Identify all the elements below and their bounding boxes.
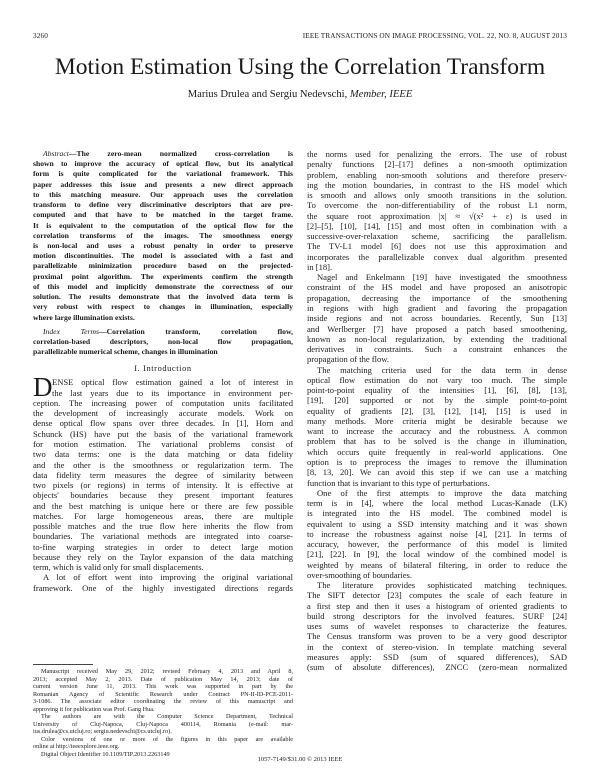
body-line: the square root approximation |x| ≈ √(x² + ε) is used in [307,210,567,221]
body-line: [21], [22]. In [9], the local window of the combined model is [307,549,567,560]
body-line: measures apply: SSD (sum of squared differences), SAD [307,652,567,663]
intro-line: for motion estimation. The variational problems consist of [33,438,293,449]
abstract-line: is non-local and uses a robust penalty in order to preserve [33,240,293,250]
body-line: The matching criteria used for the data term in dense [317,364,567,375]
footnote-line: University of Cluj-Napoca, Cluj-Napoca 400114, Romania (e-mail: mar- [33,720,293,728]
footnote-line: Manuscript received May 29, 2012; revised February 4, 2013 and April 8, [41,668,293,675]
body-line: propagation, decreasing the importance of the smoothening [307,292,567,303]
intro-line: two pixels (or regions) in terms of intensity. It is effective at [33,480,293,491]
body-line: uses sums of wavelet responses to characterize the features. [307,621,567,632]
abstract-line: Abstract—The zero-mean normalized cross-correlation is [43,149,293,158]
body-line: constraint of the HS model and have proposed an anisotropic [307,282,567,293]
abstract-line: parallelizable minimization procedure based on the projected- [33,261,293,271]
abstract [33,149,293,357]
intro-line: ception. The increasing power of computation units facilitated [33,397,293,408]
right-column [307,149,567,673]
body-line: problem that has to be solved is the change in illumination, [307,436,567,447]
body-line: successive-over-relaxation scheme, sacrificing the parallelism. [307,231,567,242]
intro-text [33,372,293,593]
body-line: equivalent to using a SSD intensity matching and it was shown [307,518,567,529]
intro-line: matches. For large homogeneous areas, there are multiple [33,510,293,521]
intro-line: dense optical flow spans over three decades. In [1], Horn and [33,418,293,429]
body-line: incorporates the parallelizable convex dual algorithm presented [307,251,567,262]
abstract-line: form is quite complicated for the variational framework. This [33,169,293,179]
body-line: equality of gradients [2], [3], [12], [14], [15] is used in [307,405,567,416]
intro-line: because they rely on the Taylor expansion of the data matching [33,551,293,562]
copyright-notice: 1057-7149/$31.00 © 2013 IEEE [257,756,343,763]
intro-line: boundaries. The variational methods are integrated into coarse- [33,531,293,542]
paper-title: Motion Estimation Using the Correlation Transform [54,54,546,80]
page-number: 3260 [33,31,48,40]
footnote-line: online at http://ieeexplore.ieee.org. [33,743,120,751]
author-names: Marius Drulea and Sergiu Nedevschi, [187,89,348,100]
body-line: To overcome the non-differentiability of the robust L1 norm, [307,200,567,211]
body-line: is smooth and allows only smooth transitions in the solution. [307,190,567,201]
journal-header: IEEE TRANSACTIONS ON IMAGE PROCESSING, VOL. 22, NO. 8, AUGUST 2013 [302,31,567,40]
footnote-line: 2013; accepted May 2, 2013. Date of publication May 14, 2013; date of [33,675,293,683]
footnote-line: The authors are with the Computer Science Department, Technical [41,713,293,721]
body-line: to increase the robustness against noise [4], [21]. In terms of [307,528,567,539]
abstract-line: to this matching measure. Our approach uses the correlation [33,189,293,199]
body-line: build strong descriptors for the involved features. SURF [24] [307,610,567,621]
body-line: and Werlberger [7] have proposed a patch based smoothening, [307,323,567,334]
abstract-label: Abstract [43,149,69,158]
body-line: (sum of absolute differences), ZNCC (zero-mean normalized [307,662,567,673]
body-line: [8, 13, 20]. We can avoid this step if we can use a matching [307,467,567,478]
footnote-line: Digital Object Identifier 10.1109/TIP.2013.2263149 [41,751,170,759]
body-line: ing the motion boundaries, in contrast to the HS model which [307,179,567,190]
abstract-line: motion discontinuities. The model is associated with a fast and [33,251,293,261]
intro-line: A lot of effort went into improving the original variational [43,572,293,583]
intro-line: framework. One of the highly investigated directions regards [33,582,293,593]
body-line: in [18]. [307,261,333,272]
abstract-line: solution. The results demonstrate that the involved data term is [33,292,293,302]
intro-line: and the other is the smoothness or regularization term. The [33,459,293,470]
intro-line: possible matches and the true flow here inherits the flow from [33,521,293,532]
body-line: problem, enabling non-smooth solutions and therefore preserv- [307,169,567,180]
drop-cap: D [33,372,53,403]
abstract-line: where large illumination exists. [33,312,135,322]
index-terms-line: correlation-based descriptors, non-local flow propagation, [33,336,293,346]
author-membership: Member, IEEE [349,89,413,100]
body-line: many methods. More criteria might be desirable because we [307,415,567,426]
abstract-line: computed and that have to be matched in the target frame. [33,210,293,220]
body-line: penalty functions [2]–[17] defines a non-smooth optimization [307,159,567,170]
intro-line: two data terms: one is the data matching or data fidelity [33,449,293,460]
footnote-line: 3-1086. The associate editor coordinating the review of this manuscript and [33,698,293,706]
intro-line: objects' boundaries because they present important features [33,490,293,501]
body-line: over-smoothing of boundaries. [307,569,412,580]
body-line: a first step and then it uses a histogram of oriented gradients to [307,600,567,611]
abstract-line: correlation transforms of the images. The smoothness energy [33,230,293,240]
body-line: optical flow estimation do not vary too much. The simple [307,374,567,385]
body-line: which occurs quite frequently in real-world applications. One [307,446,567,457]
body-line: known as non-local regularization, by extending the traditional [307,333,567,344]
body-line: The Census transform was proven to be a very good descriptor [307,631,567,642]
intro-line: data fidelity term measures the degree of similarity between [33,469,293,480]
footnote-line: Romanian Agency of Scientific Research under Contract PN-II-ID-PCE-2011- [33,690,293,698]
footnote-line: ius.drulea@cs.utcluj.ro; sergiu.nedevschi@cs.utcluj.ro). [33,728,172,736]
body-line: propagation of the flow. [307,354,390,365]
body-line: the norms used for penalizing the errors. The use of robust [307,149,567,159]
abstract-line: transform to define very discriminative descriptors that are pre- [33,200,293,210]
body-line: derivatives in constraints. Such a constraint enhances the [307,344,567,355]
body-line: One of the first attempts to improve the data matching [317,487,567,498]
body-line: weighted by means of bilateral filtering, in order to reduce the [307,559,567,570]
intro-line: and the best matching is unique here or there are few possible [33,500,293,511]
footnote-line: Color versions of one or more of the figures in this paper are available [41,735,293,743]
body-line: [2]–[5], [10], [14], [15] and most often in combination with a [307,220,567,231]
body-line: in the context of stereo-vision. In template matching several [307,641,567,652]
author-line [0,89,600,100]
abstract-line: paper addresses this issue and presents a new direct approach [33,179,293,189]
body-line: function that is invariant to this type of perturbations. [307,477,490,488]
body-line: point-to-point equality of the intensities [1], [6], [8], [13], [307,385,567,396]
left-column [33,149,293,593]
abstract-line: It is equivalent to the computation of the optical flow for the [33,220,293,230]
index-terms-line: Index Terms—Correlation transform, correlation flow, [43,326,293,336]
body-line: The TV-L1 model [6] does not use this approximation and [307,241,567,252]
body-line: The SIFT detector [23] computes the scale of each feature in [307,590,567,601]
intro-line: term, which is valid only for small displacements. [33,562,204,573]
abstract-line: very robust with respect to changes in illumination, especially [33,302,293,312]
abstract-line: shown to improve the accuracy of optical flow, but its analytical [33,159,293,169]
abstract-line: proximal point algorithm. The experiments confirm the strength [33,271,293,281]
index-terms-line: parallelizable numerical scheme, changes in illumination [33,347,218,357]
intro-line: ENSE optical flow estimation gained a lot of interest in [52,377,293,388]
footnote-line: current version June 11, 2013. This work was supported in part by the [33,683,293,691]
footnotes [33,664,293,759]
section-heading: I. Introduction [134,364,192,374]
body-line: accuracy, however, the performance of this model is limited [307,539,567,550]
abstract-line: of this model and implicitly demonstrate the correctness of our [33,281,293,291]
body-line: [19], [20] supported or not by the simple point-to-point [307,395,567,406]
body-line: inside regions and not across boundaries. Recently, Sun [13] [307,313,567,324]
body-line: in regions with high gradient and favoring the propagation [307,302,567,313]
body-line: is integrated into the HS model. The combined model is [307,508,567,519]
body-line: Nagel and Enkelmann [19] have investigated the smoothness [317,272,567,283]
intro-line: the last years due to its importance in environment per- [52,387,293,398]
footnote-rule [33,664,93,665]
index-terms-label: Index Terms [43,326,99,336]
intro-line: the development of increasingly accurate models. Work on [33,408,293,419]
body-line: option is to preprocess the images to remove the illumination [307,456,567,467]
intro-line: to-fine warping strategies in order to detect large motion [33,541,293,552]
body-line: term is in [4], where the local method Lucas-Kanade (LK) [307,498,567,509]
intro-line: Schunck (HS) have put the basis of the variational framework [33,428,293,439]
body-line: The literature provides sophisticated matching techniques. [317,580,567,591]
body-line: want to increase the accuracy and the robustness. A common [307,426,567,437]
footnote-line: approving it for publication was Prof. Gang Hua. [33,705,155,713]
